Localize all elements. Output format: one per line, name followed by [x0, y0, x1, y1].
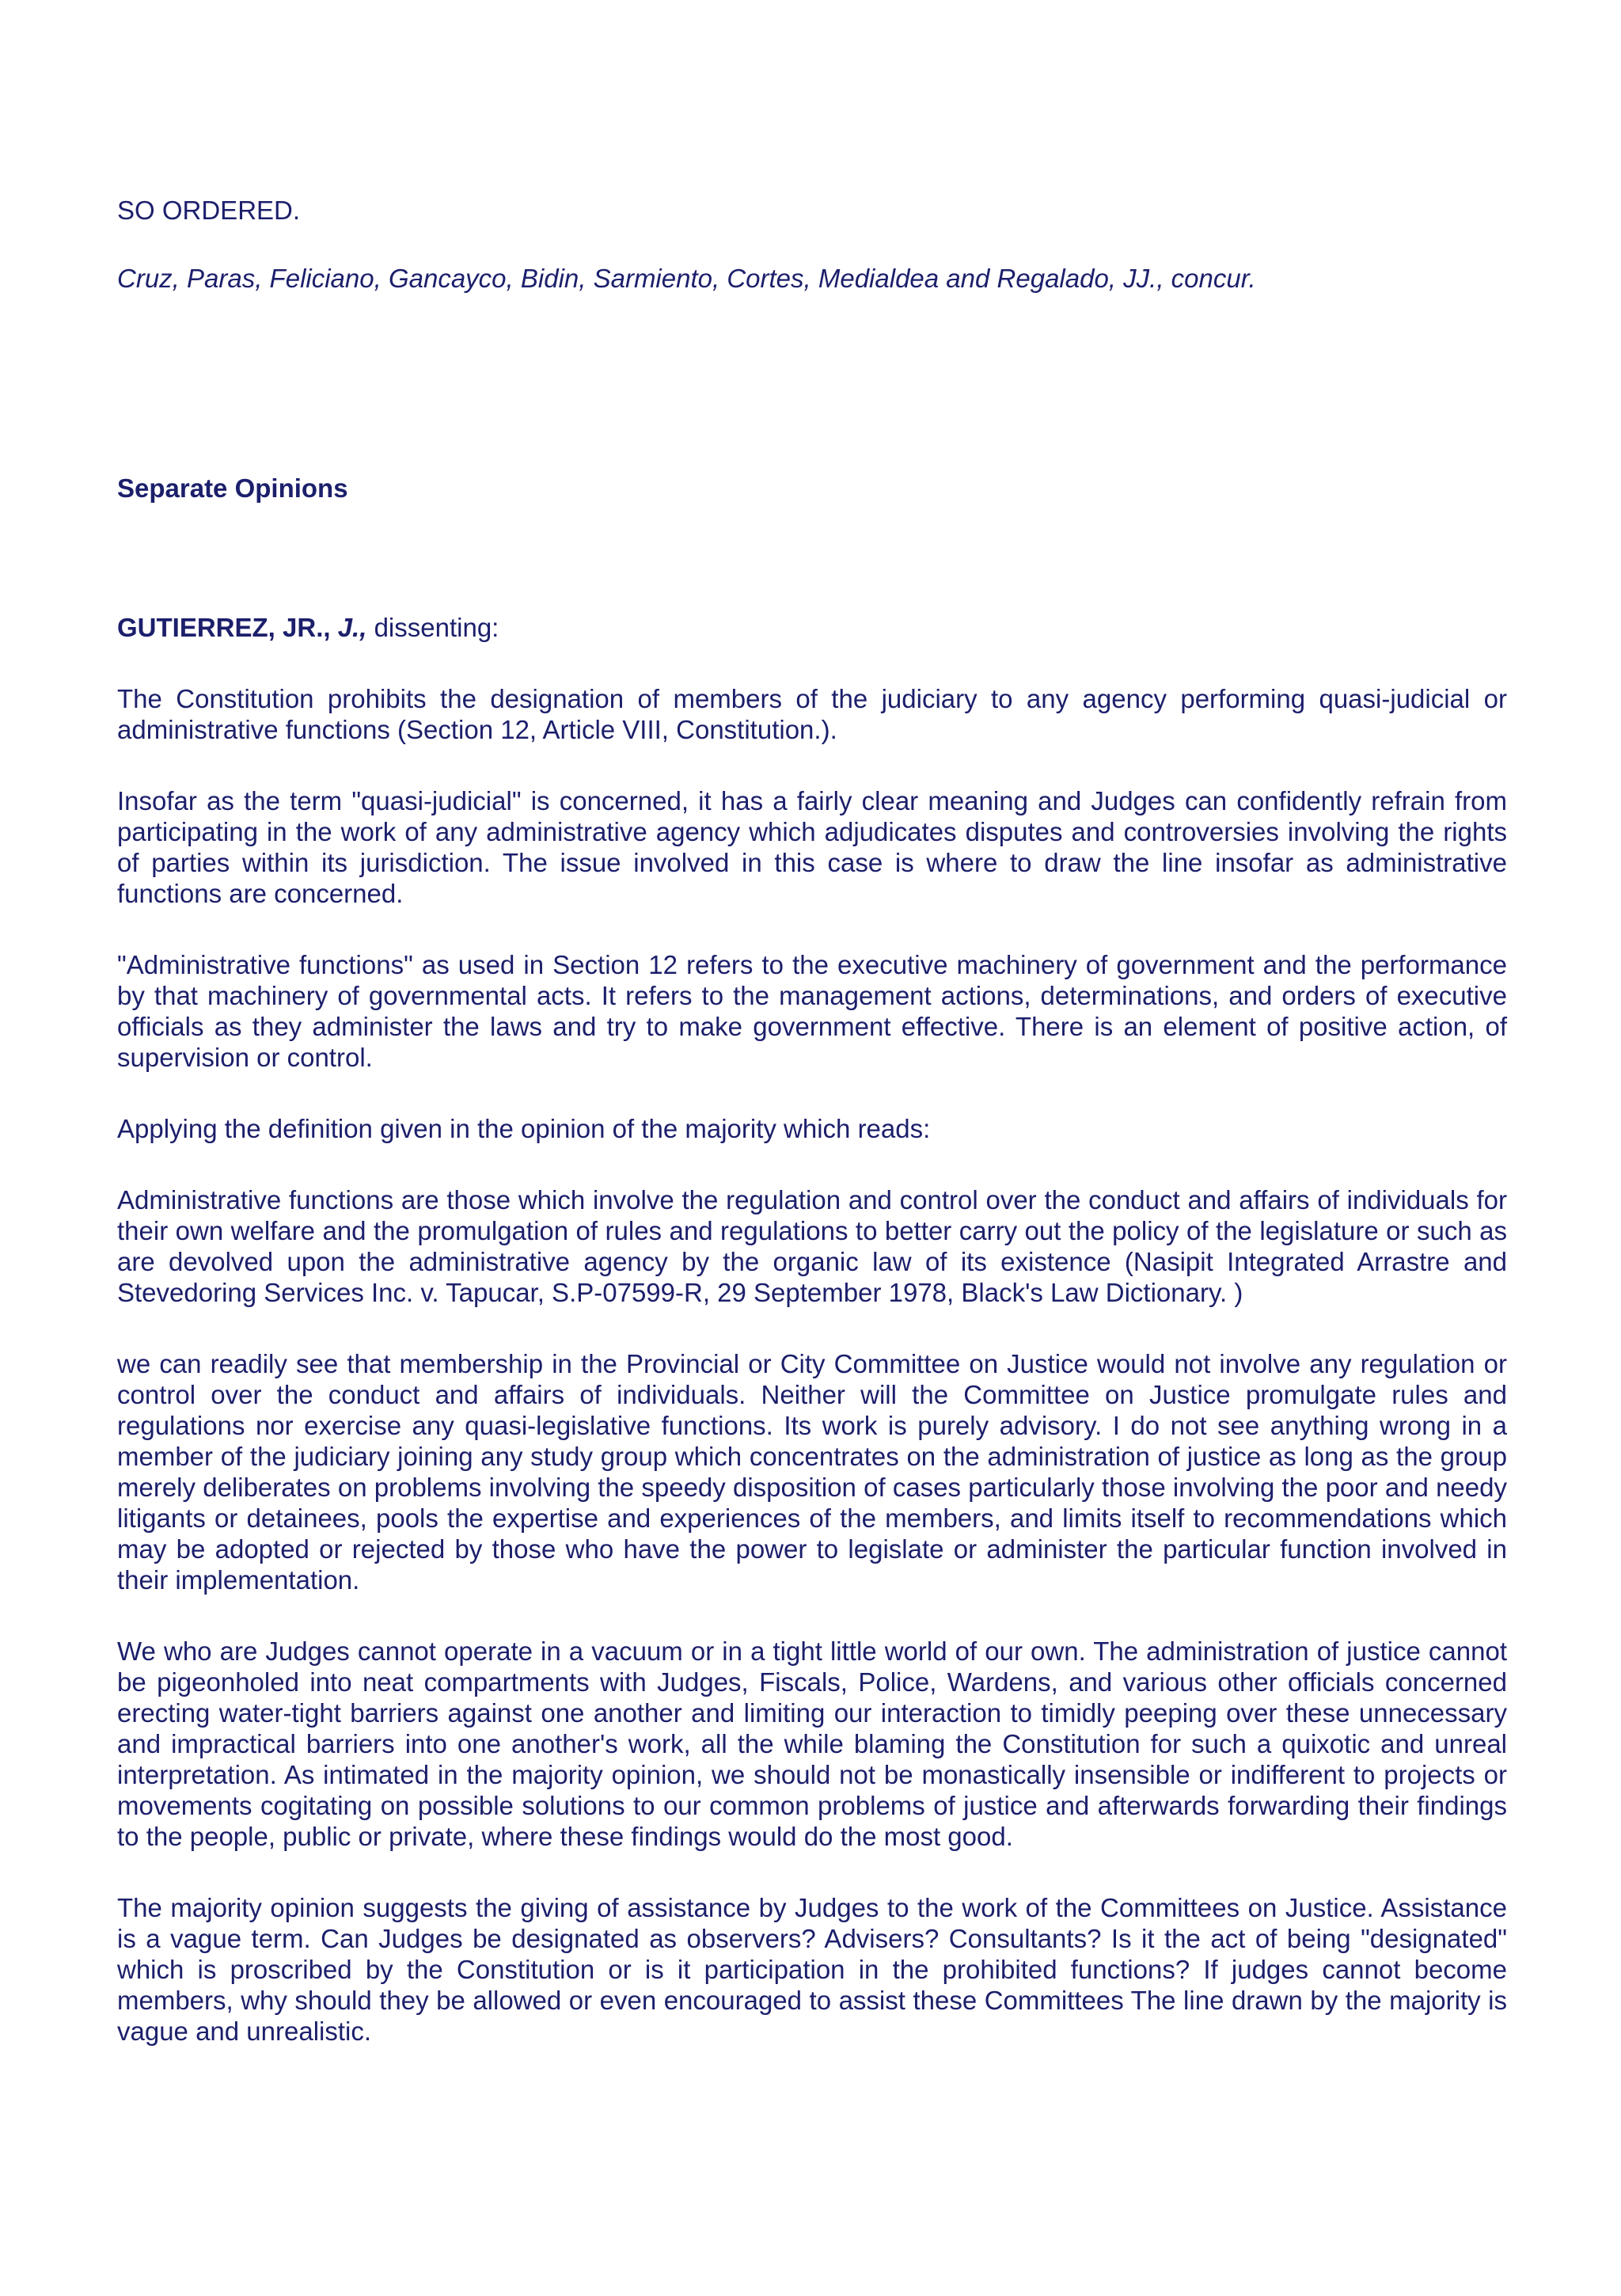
- opinion-body: [117, 683, 1507, 2087]
- concurrence-line: Cruz, Paras, Feliciano, Gancayco, Bidin, Sarmiento, Cortes, Medialdea and Regalado, JJ., concur.: [117, 264, 1256, 293]
- paragraph: Applying the definition given in the opinion of the majority which reads:: [117, 1114, 931, 1143]
- paragraph: We who are Judges cannot operate in a vacuum or in a tight little world of our own. The administration of justice cannot be pigeonholed into neat compartments with Judges, Fiscals, Police, Wardens, and various other officials concerned erecting water-tight barriers against one another and limiting our interaction to timidly peeping over these unnecessary and impractical barriers into one another's work, all the while blaming the Constitution for such a quixotic and unreal interpretation. As intimated in the majority opinion, we should not be monastically insensible or indifferent to projects or movements cogitating on possible solutions to our common problems of justice and afterwards forwarding their findings to the people, public or private, where these findings would do the most good.: [117, 1636, 1507, 1851]
- dissent-heading: [117, 612, 499, 643]
- paragraph: we can readily see that membership in the Provincial or City Committee on Justice would not involve any regulation or control over the conduct and affairs of individuals. Neither will the Committee on Justice promulgate rules and regulations nor exercise any quasi-legislative functions. Its work is purely advisory. I do not see anything wrong in a member of the judiciary joining any study group which concentrates on the administration of justice as long as the group merely deliberates on problems involving the speedy disposition of cases particularly those involving the poor and needy litigants or detainees, pools the expertise and experiences of the members, and limits itself to recommendations which may be adopted or rejected by those who have the power to legislate or administer the particular function involved in their implementation.: [117, 1349, 1507, 1595]
- so-ordered-text: SO ORDERED.: [117, 196, 301, 225]
- dissent-role: dissenting:: [366, 613, 499, 642]
- paragraph: The Constitution prohibits the designation of members of the judiciary to any agency performing quasi-judicial or administrative functions (Section 12, Article VIII, Constitution.).: [117, 684, 1507, 744]
- dissent-title: J.,: [337, 613, 367, 642]
- paragraph: Insofar as the term "quasi-judicial" is concerned, it has a fairly clear meaning and Judges can confidently refrain from participating in the work of any administrative agency which adjudicates disputes and controversies involving the rights of parties within its jurisdiction. The issue involved in this case is where to draw the line insofar as administrative functions are concerned.: [117, 786, 1507, 908]
- section-heading: Separate Opinions: [117, 473, 348, 503]
- paragraph: "Administrative functions" as used in Section 12 refers to the executive machinery of government and the performance by that machinery of governmental acts. It refers to the management actions, determinations, and orders of executive officials as they administer the laws and try to make government effective. There is an element of positive action, of supervision or control.: [117, 950, 1507, 1072]
- paragraph: The majority opinion suggests the giving of assistance by Judges to the work of the Committees on Justice. Assistance is a vague term. Can Judges be designated as observers? Advisers? Consultants? Is it the act of being "designated" which is proscribed by the Constitution or is it participation in the prohibited functions? If judges cannot become members, why should they be allowed or even encouraged to assist these Committees The line drawn by the majority is vague and unrealistic.: [117, 1893, 1507, 2046]
- dissent-author: GUTIERREZ, JR.,: [117, 613, 331, 642]
- quoted-definition: Administrative functions are those which involve the regulation and control over the conduct and affairs of individuals for their own welfare and the promulgation of rules and regulations to better carry out the policy of the legislature or such as are devolved upon the administrative agency by the organic law of its existence (Nasipit Integrated Arrastre and Stevedoring Services Inc. v. Tapucar, S.P-07599-R, 29 September 1978, Black's Law Dictionary. ): [117, 1185, 1507, 1307]
